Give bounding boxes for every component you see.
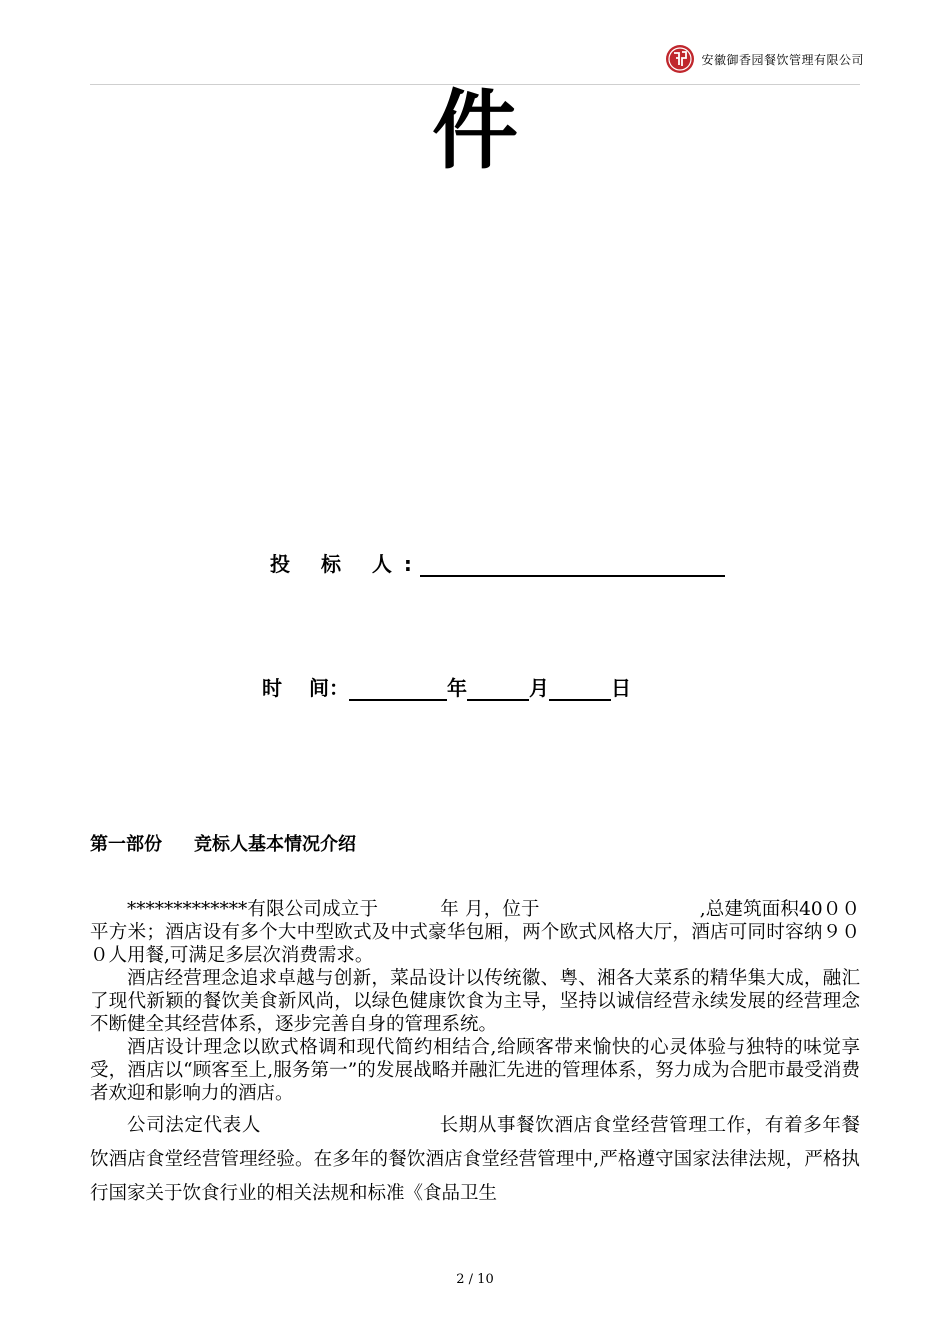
paragraph-3: 酒店设计理念以欧式格调和现代简约相结合,给顾客带来愉快的心灵体验与独特的味觉享受，酒店以“顾客至上,服务第一”的发展战略并融汇先进的管理体系，努力成为合肥市最受消费者欢迎和影响力的酒店。: [90, 1037, 860, 1104]
company-name: 安徽御香园餐饮管理有限公司: [701, 52, 864, 67]
paragraph-1: *************有限公司成立于 年 月，位于 ,总建筑面积40００平方米；酒店设有多个大中型欧式及中式豪华包厢，两个欧式风格大厅，酒店可同时容纳９００人用餐,可满足多层次消费需求。: [90, 899, 860, 966]
bidder-label: 投 标 人:: [270, 552, 424, 576]
bidder-row: [270, 548, 725, 577]
month-blank[interactable]: [467, 675, 529, 701]
section-part: 第一部份: [90, 834, 162, 855]
date-label: 时 间：: [262, 676, 349, 700]
paragraph-4: 公司法定代表人 长期从事餐饮酒店食堂经营管理工作，有着多年餐饮酒店食堂经营管理经验。在多年的餐饮酒店食堂经营管理中,严格遵守国家法律法规，严格执行国家关于饮食行业的相关法规和标准《食品卫生: [90, 1115, 860, 1204]
day-blank[interactable]: [549, 675, 611, 701]
paragraph-2: 酒店经营理念追求卓越与创新，菜品设计以传统徽、粤、湘各大菜系的精华集大成，融汇了现代新颖的餐饮美食新风尚，以绿色健康饮食为主导，坚持以诚信经营永续发展的经营理念不断健全其经营体系，逐步完善自身的管理系统。: [90, 968, 860, 1035]
year-blank[interactable]: [349, 675, 447, 701]
date-row: [262, 672, 631, 701]
body-text: [90, 898, 860, 1211]
year-label: 年: [446, 676, 467, 700]
cover-title-char: 件: [432, 81, 518, 181]
section-heading: [90, 830, 356, 856]
month-label: 月: [528, 676, 549, 700]
day-label: 日: [610, 676, 631, 700]
section-title: 竞标人基本情况介绍: [194, 834, 356, 855]
page-header: [665, 44, 864, 74]
page-number: 2 / 10: [456, 1272, 494, 1287]
bidder-blank-line[interactable]: [420, 551, 725, 577]
yu-seal-logo-icon: [665, 44, 695, 74]
